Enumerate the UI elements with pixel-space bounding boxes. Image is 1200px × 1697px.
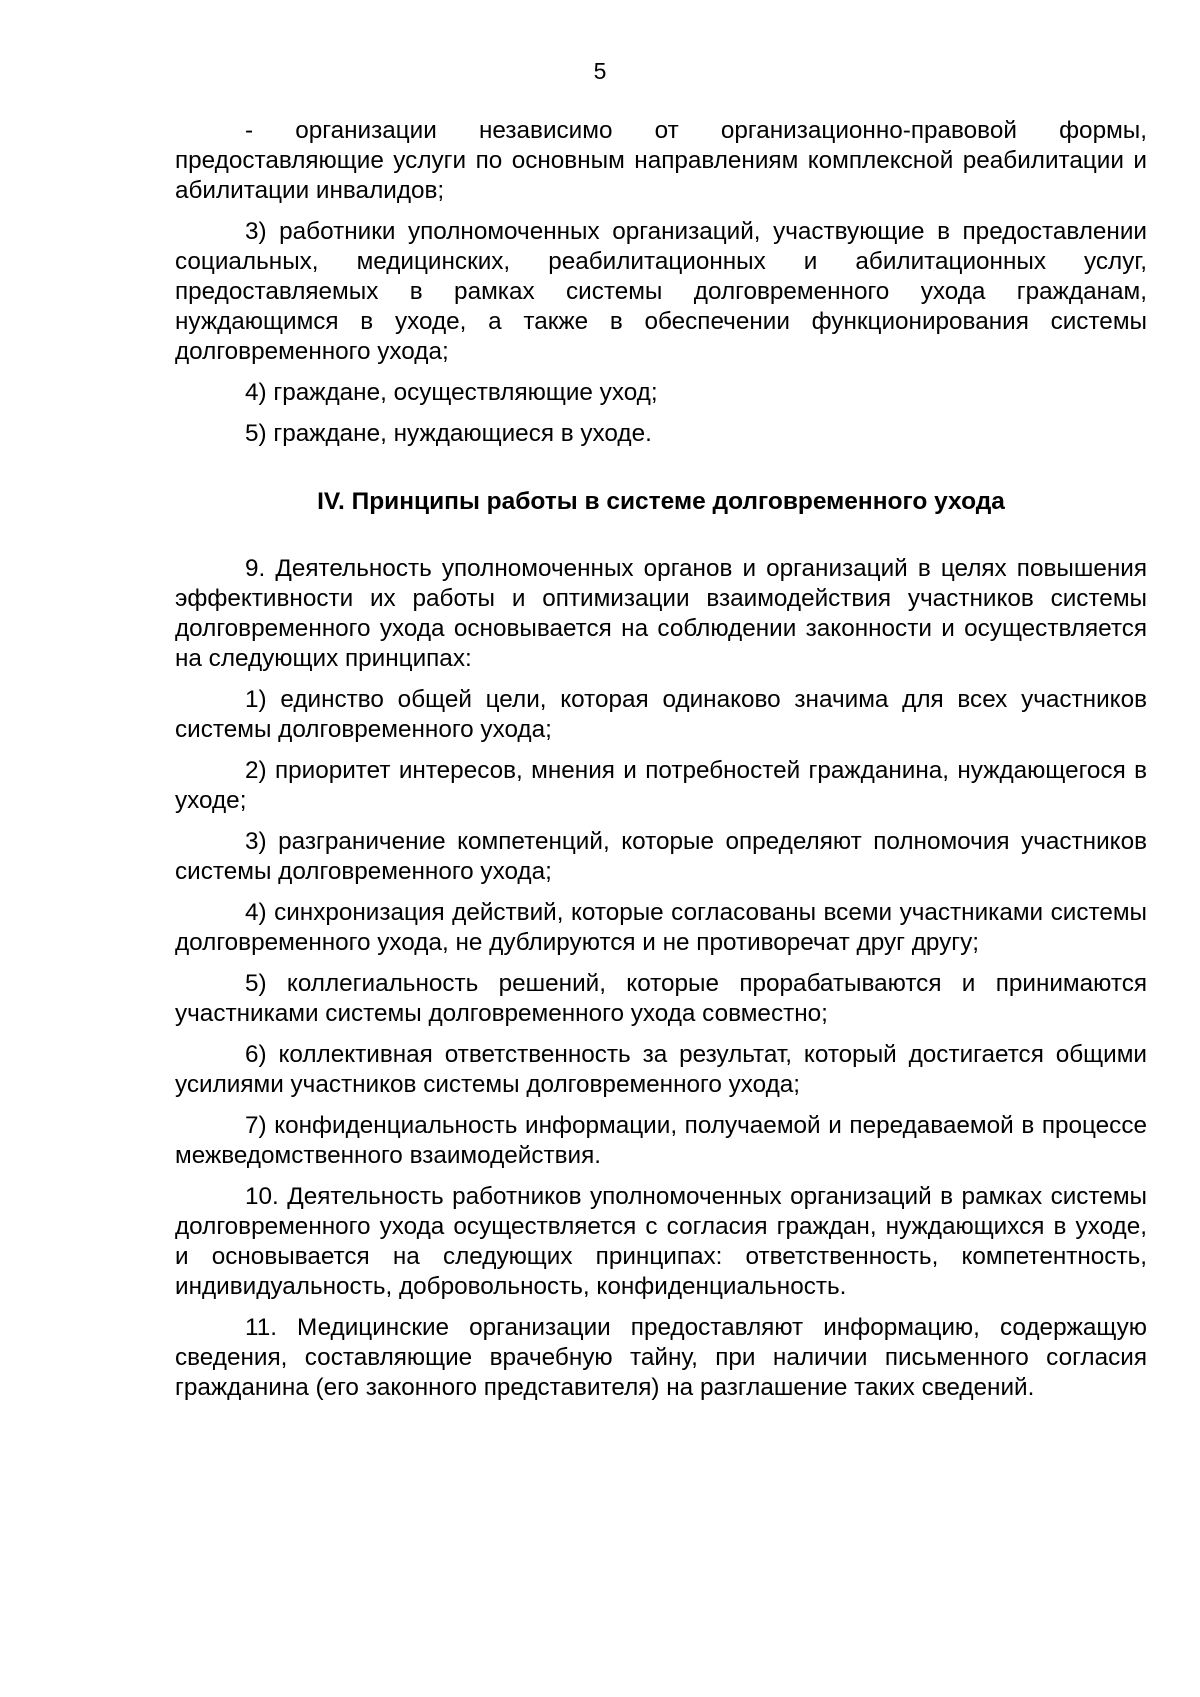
paragraph-principle-1: 1) единство общей цели, которая одинаково значима для всех участников системы долговременного ухода; — [175, 686, 1147, 743]
paragraph-clause-9: 9. Деятельность уполномоченных органов и организаций в целях повышения эффективности их работы и оптимизации взаимодействия участников системы долговременного ухода основывается на соблюдении законности и осуществляется на следующих принципах: — [175, 555, 1147, 672]
paragraph-principle-7: 7) конфиденциальность информации, получаемой и передаваемой в процессе межведомственного взаимодействия. — [175, 1112, 1147, 1169]
paragraph-principle-3: 3) разграничение компетенций, которые определяют полномочия участников системы долговременного ухода; — [175, 828, 1147, 885]
paragraph-item-4-caregivers: 4) граждане, осуществляющие уход; — [245, 379, 658, 406]
document-body — [175, 116, 1147, 1414]
paragraph-clause-11: 11. Медицинские организации предоставляют информацию, содержащую сведения, составляющие врачебную тайну, при наличии письменного согласия гражданина (его законного представителя) на разглашение таких сведений. — [175, 1314, 1147, 1401]
paragraph-principle-6: 6) коллективная ответственность за результат, который достигается общими усилиями участников системы долговременного ухода; — [175, 1041, 1147, 1098]
page-number: 5 — [593, 58, 607, 84]
paragraph-principle-4: 4) синхронизация действий, которые согласованы всеми участниками системы долговременного ухода, не дублируются и не противоречат друг другу; — [175, 899, 1147, 956]
paragraph-clause-10: 10. Деятельность работников уполномоченных организаций в рамках системы долговременного ухода осуществляется с согласия граждан, нуждающихся в уходе, и основывается на следующих принципах: ответственность, компетентность, индивидуальность, добровольность, конфиденциальность. — [175, 1183, 1147, 1300]
section-heading: IV. Принципы работы в системе долговременного ухода — [317, 488, 1005, 515]
paragraph-principle-2: 2) приоритет интересов, мнения и потребностей гражданина, нуждающегося в уходе; — [175, 757, 1147, 814]
paragraph-item-5-care-recipients: 5) граждане, нуждающиеся в уходе. — [245, 420, 652, 447]
paragraph-principle-5: 5) коллегиальность решений, которые прорабатываются и принимаются участниками системы долговременного ухода совместно; — [175, 970, 1147, 1027]
paragraph-organizations: - организации независимо от организационно-правовой формы, предоставляющие услуги по основным направлениям комплексной реабилитации и абилитации инвалидов; — [175, 117, 1147, 204]
paragraph-item-3-workers: 3) работники уполномоченных организаций, участвующие в предоставлении социальных, медицинских, реабилитационных и абилитационных услуг, предоставляемых в рамках системы долговременного ухода гражданам, нуждающимся в уходе, а также в обеспечении функционирования системы долговременного ухода; — [175, 218, 1147, 365]
